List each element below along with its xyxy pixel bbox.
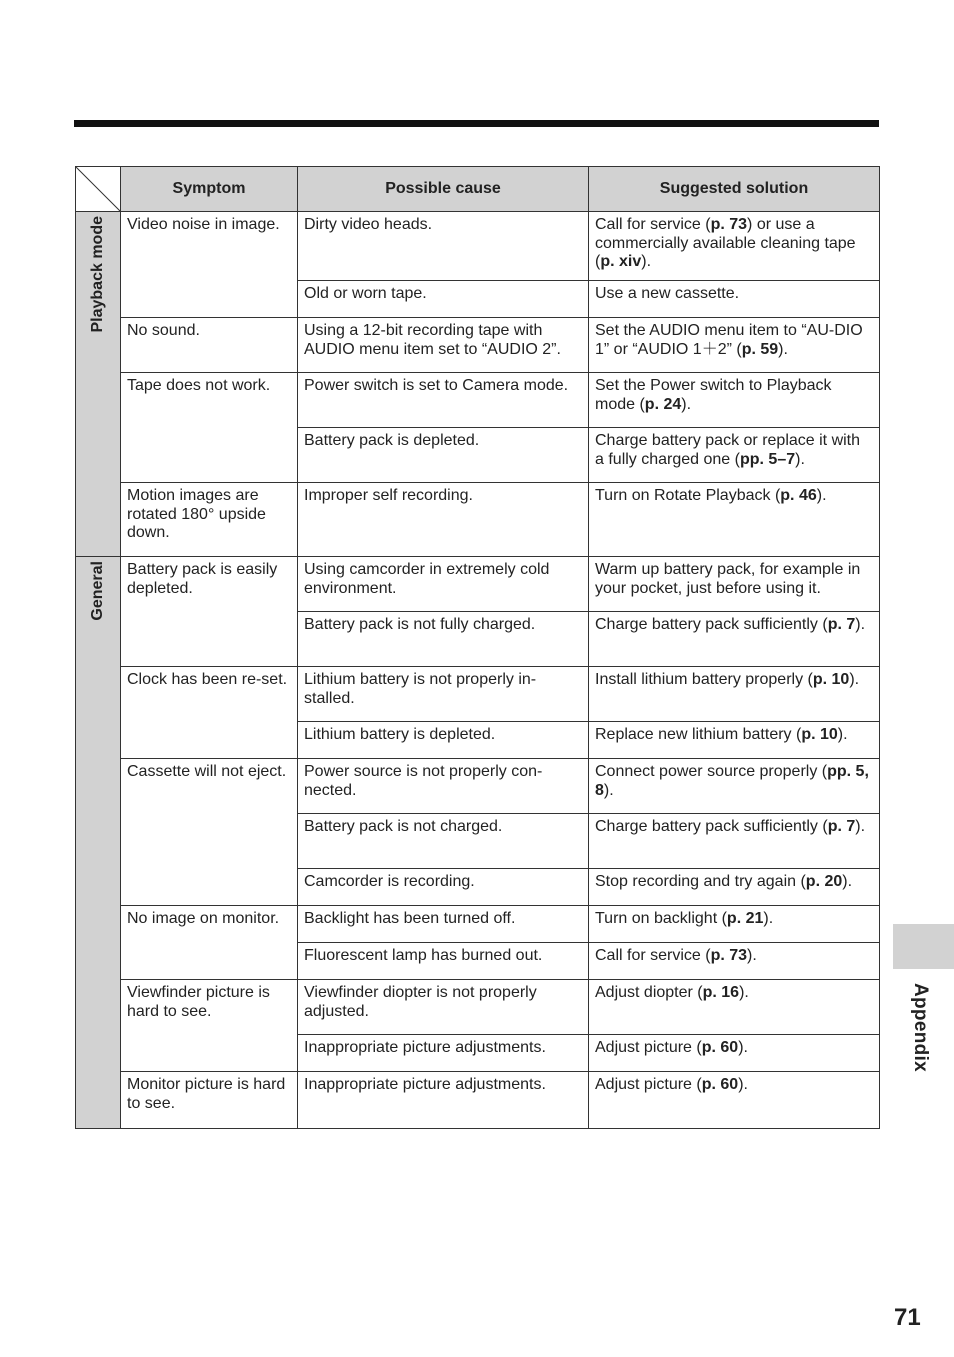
cause-cell: Using a 12-bit recording tape with AUDIO menu item set to “AUDIO 2”. [298,318,589,373]
symptom-header: Symptom [121,167,298,212]
troubleshooting-table [75,166,880,1129]
symptom-cell: Motion images are rotated 180° upside down. [121,483,298,557]
solution-cell: Adjust diopter (p. 16). [589,980,880,1035]
table-row [76,483,880,557]
cause-cell: Using camcorder in extremely cold environment. [298,557,589,612]
table-row [76,667,880,722]
cause-cell: Battery pack is depleted. [298,428,589,483]
solution-cell: Replace new lithium battery (p. 10). [589,722,880,759]
appendix-tab-label: Appendix [910,983,931,1072]
cause-cell: Viewfinder diopter is not properly adjusted. [298,980,589,1035]
cause-cell: Inappropriate picture adjustments. [298,1035,589,1072]
solution-cell: Set the Power switch to Playback mode (p. 24). [589,373,880,428]
solution-cell: Install lithium battery properly (p. 10). [589,667,880,722]
cause-cell: Old or worn tape. [298,281,589,318]
table-header-row [76,167,880,212]
solution-cell: Turn on Rotate Playback (p. 46). [589,483,880,557]
symptom-cell: Monitor picture is hard to see. [121,1072,298,1129]
symptom-cell: Clock has been re-set. [121,667,298,759]
cause-cell: Power switch is set to Camera mode. [298,373,589,428]
table-row [76,373,880,428]
table-row [76,1072,880,1129]
solution-cell: Turn on backlight (p. 21). [589,906,880,943]
solution-header: Suggested solution [589,167,880,212]
solution-cell: Set the AUDIO menu item to “AU-DIO 1” or “AUDIO 1＋2” (p. 59). [589,318,880,373]
cause-cell: Backlight has been turned off. [298,906,589,943]
cause-cell: Fluorescent lamp has burned out. [298,943,589,980]
table-row [76,980,880,1035]
symptom-cell: Tape does not work. [121,373,298,483]
cause-cell: Improper self recording. [298,483,589,557]
diagonal-line [76,167,120,211]
cause-cell: Dirty video heads. [298,212,589,281]
corner-cell [76,167,121,212]
cause-cell: Battery pack is not charged. [298,814,589,869]
solution-cell: Connect power source properly (pp. 5, 8). [589,759,880,814]
cause-cell: Power source is not properly con-nected. [298,759,589,814]
cause-header: Possible cause [298,167,589,212]
section-label-playback: Playback mode [88,216,106,333]
symptom-cell: Cassette will not eject. [121,759,298,906]
solution-cell: Charge battery pack sufficiently (p. 7). [589,814,880,869]
table-row [76,759,880,814]
table-row [76,212,880,281]
cause-cell: Lithium battery is not properly in-stalled. [298,667,589,722]
cause-cell: Battery pack is not fully charged. [298,612,589,667]
symptom-cell: Video noise in image. [121,212,298,318]
solution-cell: Adjust picture (p. 60). [589,1035,880,1072]
symptom-cell: Battery pack is easily depleted. [121,557,298,667]
cause-cell: Camcorder is recording. [298,869,589,906]
table-row [76,318,880,373]
cause-cell: Inappropriate picture adjustments. [298,1072,589,1129]
section-label-general: General [88,561,106,621]
appendix-tab-block [893,924,954,969]
solution-cell: Stop recording and try again (p. 20). [589,869,880,906]
table-row [76,557,880,612]
section-general [76,557,121,1129]
symptom-cell: No sound. [121,318,298,373]
solution-cell: Call for service (p. 73) or use a commercially available cleaning tape (p. xiv). [589,212,880,281]
section-playback [76,212,121,557]
top-rule [74,120,879,127]
table-row [76,906,880,943]
solution-cell: Charge battery pack sufficiently (p. 7). [589,612,880,667]
solution-cell: Charge battery pack or replace it with a fully charged one (pp. 5–7). [589,428,880,483]
solution-cell: Adjust picture (p. 60). [589,1072,880,1129]
solution-cell: Use a new cassette. [589,281,880,318]
symptom-cell: Viewfinder picture is hard to see. [121,980,298,1072]
solution-cell: Warm up battery pack, for example in your pocket, just before using it. [589,557,880,612]
cause-cell: Lithium battery is depleted. [298,722,589,759]
solution-cell: Call for service (p. 73). [589,943,880,980]
page-number: 71 [894,1304,921,1331]
symptom-cell: No image on monitor. [121,906,298,980]
